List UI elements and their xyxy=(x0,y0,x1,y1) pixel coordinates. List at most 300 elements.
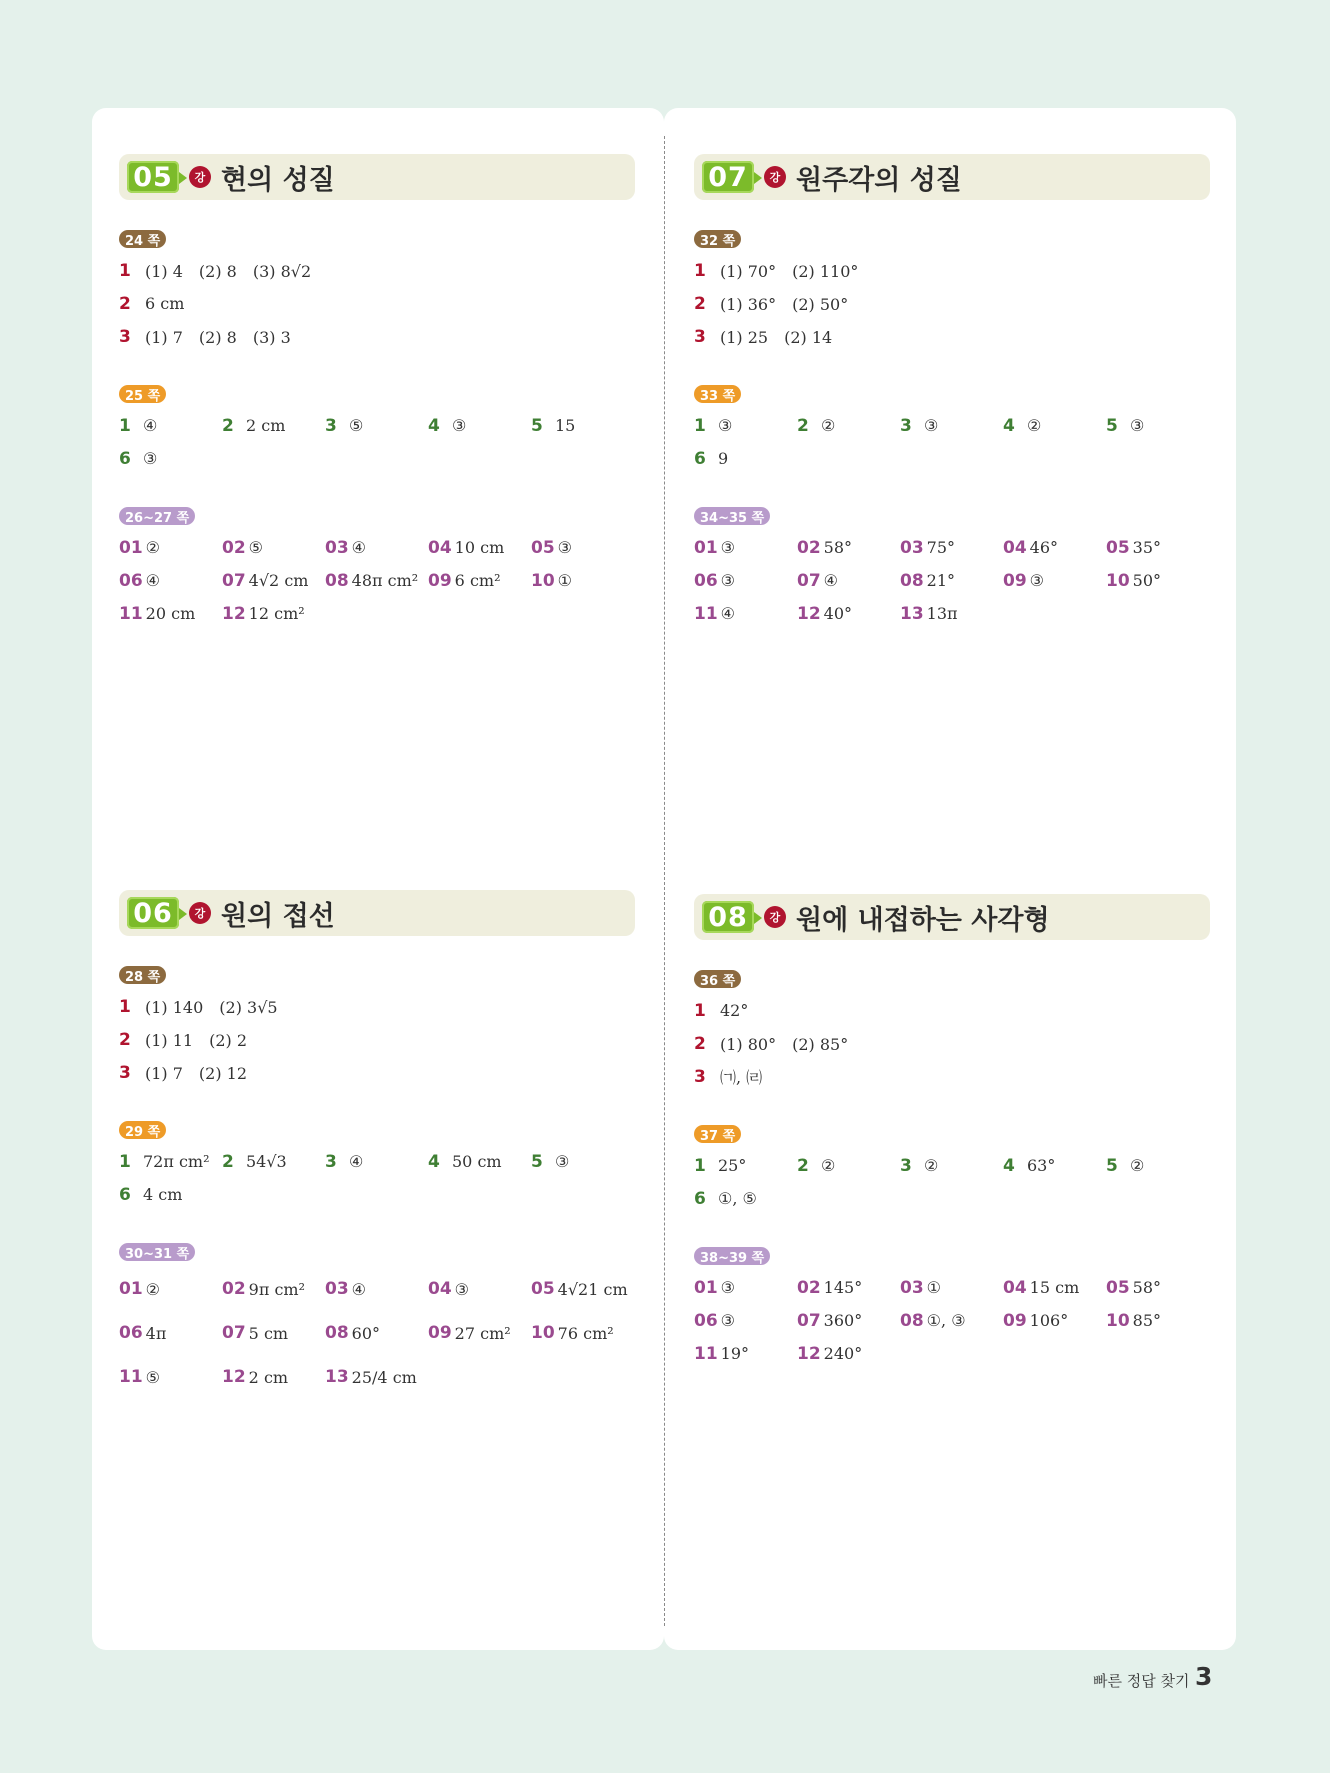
answer-cell xyxy=(1106,1149,1210,1182)
answer-cell xyxy=(1003,1149,1106,1182)
question-number: 02 xyxy=(222,1279,246,1299)
answer-line xyxy=(119,1023,635,1056)
answer-line xyxy=(119,1056,635,1089)
answer-group xyxy=(694,475,1210,630)
question-number: 04 xyxy=(428,1279,452,1299)
question-number: 10 xyxy=(1106,1310,1130,1331)
answer-cell xyxy=(797,409,900,442)
answer-cell xyxy=(119,531,222,564)
question-number: 06 xyxy=(119,1323,143,1343)
question-number: 3 xyxy=(119,326,131,347)
question-number: 6 xyxy=(119,448,131,469)
question-number: 1 xyxy=(694,1000,706,1021)
question-number: 08 xyxy=(325,1323,349,1343)
answer-value: 240° xyxy=(823,1344,863,1363)
answer-group xyxy=(694,200,1210,353)
question-number: 1 xyxy=(119,415,131,436)
question-number: 5 xyxy=(531,415,543,436)
page-tag: 25 쪽 xyxy=(119,385,166,403)
question-number: 3 xyxy=(325,1151,337,1172)
answer-value: 9 xyxy=(718,449,729,468)
answer-line xyxy=(694,994,1210,1027)
answer-cell xyxy=(119,1311,222,1355)
answer-cell xyxy=(325,531,428,564)
question-number: 2 xyxy=(222,1151,234,1172)
question-number: 06 xyxy=(694,570,718,591)
question-number: 03 xyxy=(325,1279,349,1299)
answer-grid xyxy=(119,1267,635,1399)
answer-cell xyxy=(1106,564,1210,597)
question-number: 01 xyxy=(119,537,143,558)
question-number: 09 xyxy=(1003,1310,1027,1331)
answer-value: ③ xyxy=(143,449,158,468)
question-number: 02 xyxy=(797,537,821,558)
question-number: 10 xyxy=(531,570,555,591)
answer-grid xyxy=(694,531,1210,630)
answer-value: 360° xyxy=(823,1311,863,1330)
answer-cell xyxy=(900,564,1003,597)
answer-cell xyxy=(222,1267,325,1311)
answer-value: ⑤ xyxy=(145,1367,161,1387)
question-number: 11 xyxy=(694,1343,718,1364)
lesson-number: 05 xyxy=(127,161,179,193)
answer-cell xyxy=(428,409,531,442)
answer-value: ④ xyxy=(351,1279,367,1299)
answer-value: ③ xyxy=(924,416,939,435)
page-tag: 37 쪽 xyxy=(694,1125,741,1143)
lesson-section xyxy=(694,154,1210,630)
answer-value: 60° xyxy=(351,1323,381,1343)
answer-value: ③ xyxy=(718,416,733,435)
question-number: 4 xyxy=(1003,1155,1015,1176)
answer-cell xyxy=(900,1271,1003,1304)
question-number: 13 xyxy=(325,1367,349,1387)
answer-value: 5 cm xyxy=(248,1323,289,1343)
answer-value: (1) 11 (2) 2 xyxy=(145,1031,248,1050)
answer-value: 54√3 xyxy=(246,1152,287,1171)
answer-value: ⑤ xyxy=(349,416,364,435)
answer-line xyxy=(694,287,1210,320)
question-number: 3 xyxy=(694,1066,706,1087)
answer-value: ③ xyxy=(1130,416,1145,435)
question-number: 11 xyxy=(694,603,718,624)
answer-value: (1) 7 (2) 12 xyxy=(145,1064,248,1083)
answer-value: ⑤ xyxy=(248,538,264,557)
answer-value: ① xyxy=(926,1278,942,1297)
question-number: 03 xyxy=(900,1277,924,1298)
answer-value: (1) 36° (2) 50° xyxy=(720,295,849,314)
question-number: 05 xyxy=(1106,537,1130,558)
answer-cell xyxy=(119,597,222,630)
answer-value: 10 cm xyxy=(454,538,505,557)
question-number: 2 xyxy=(694,1033,706,1054)
answer-cell xyxy=(694,1271,797,1304)
answer-value: 15 cm xyxy=(1029,1278,1080,1297)
question-number: 09 xyxy=(1003,570,1027,591)
question-number: 5 xyxy=(531,1151,543,1172)
answer-cell xyxy=(428,1267,531,1311)
question-number: 03 xyxy=(900,537,924,558)
answer-value: ④ xyxy=(351,538,367,557)
answer-value: (1) 25 (2) 14 xyxy=(720,328,833,347)
answer-group xyxy=(119,1089,635,1211)
answer-cell xyxy=(694,1337,797,1370)
answer-value: ④ xyxy=(720,604,736,623)
question-number: 4 xyxy=(428,415,440,436)
answer-cell xyxy=(428,564,531,597)
question-number: 01 xyxy=(119,1279,143,1299)
answer-value: 6 cm² xyxy=(454,571,501,590)
lesson-number: 06 xyxy=(127,897,179,929)
answer-cell xyxy=(119,1178,222,1211)
answer-value: 13π xyxy=(926,604,958,623)
answer-value: 35° xyxy=(1132,538,1162,557)
answer-grid xyxy=(694,1271,1210,1370)
question-number: 10 xyxy=(1106,570,1130,591)
answer-value: ② xyxy=(821,1156,836,1175)
answer-cell xyxy=(797,1271,900,1304)
question-number: 01 xyxy=(694,537,718,558)
answer-cell xyxy=(900,1149,1003,1182)
answer-cell xyxy=(222,597,325,630)
answer-value: 58° xyxy=(1132,1278,1162,1297)
lesson-badge: 강 xyxy=(764,906,786,928)
question-number: 3 xyxy=(900,1155,912,1176)
answer-cell xyxy=(325,1355,428,1399)
answer-value: ④ xyxy=(143,416,158,435)
answer-value: 40° xyxy=(823,604,853,623)
answer-grid xyxy=(119,531,635,630)
question-number: 1 xyxy=(119,260,131,281)
answer-cell xyxy=(797,597,900,630)
answer-value: 48π cm² xyxy=(351,571,419,590)
answer-cell xyxy=(694,531,797,564)
lesson-section xyxy=(119,890,635,1399)
question-number: 12 xyxy=(797,603,821,624)
answer-cell xyxy=(694,1149,797,1182)
question-number: 05 xyxy=(1106,1277,1130,1298)
answer-value: 4π xyxy=(145,1323,167,1343)
answer-value: (1) 70° (2) 110° xyxy=(720,262,859,281)
answer-cell xyxy=(325,564,428,597)
answer-cell xyxy=(900,597,1003,630)
answer-value: 75° xyxy=(926,538,956,557)
question-number: 04 xyxy=(1003,537,1027,558)
answer-cell xyxy=(694,409,797,442)
answer-cell xyxy=(119,1355,222,1399)
question-number: 3 xyxy=(900,415,912,436)
answer-value: ② xyxy=(1027,416,1042,435)
answer-cell xyxy=(222,409,325,442)
answer-value: 21° xyxy=(926,571,956,590)
answer-value: (1) 7 (2) 8 (3) 3 xyxy=(145,328,291,347)
answer-value: ② xyxy=(924,1156,939,1175)
answer-cell xyxy=(119,409,222,442)
answer-cell xyxy=(428,531,531,564)
page-tag: 30~31 쪽 xyxy=(119,1243,195,1261)
page-tag: 36 쪽 xyxy=(694,970,741,988)
answer-value: ③ xyxy=(555,1152,570,1171)
answer-cell xyxy=(222,564,325,597)
answer-value: 42° xyxy=(720,1001,749,1020)
answer-value: ③ xyxy=(454,1279,470,1299)
answer-value: ② xyxy=(145,1279,161,1299)
lesson-title: 원의 접선 xyxy=(221,900,335,932)
lesson-title: 원주각의 성질 xyxy=(796,164,962,196)
question-number: 6 xyxy=(694,1188,706,1209)
question-number: 1 xyxy=(119,996,131,1017)
answer-value: 4√2 cm xyxy=(248,571,309,590)
answer-value: ③ xyxy=(720,571,736,590)
question-number: 01 xyxy=(694,1277,718,1298)
answer-value: ② xyxy=(821,416,836,435)
answer-line xyxy=(694,254,1210,287)
answer-value: ② xyxy=(145,538,161,557)
lesson-title: 현의 성질 xyxy=(221,164,335,196)
question-number: 08 xyxy=(900,570,924,591)
answer-cell xyxy=(222,531,325,564)
answer-value: 15 xyxy=(555,416,576,435)
page-tag: 38~39 쪽 xyxy=(694,1247,770,1265)
question-number: 4 xyxy=(428,1151,440,1172)
question-number: 06 xyxy=(694,1310,718,1331)
answer-cell xyxy=(1003,564,1106,597)
answer-value: ④ xyxy=(823,571,839,590)
answer-value: (1) 140 (2) 3√5 xyxy=(145,998,278,1017)
answer-cell xyxy=(900,531,1003,564)
question-number: 05 xyxy=(531,537,555,558)
answer-value: ①, ③ xyxy=(926,1311,966,1330)
question-number: 3 xyxy=(694,326,706,347)
answer-value: 2 cm xyxy=(246,416,286,435)
answer-value: 50° xyxy=(1132,571,1162,590)
question-number: 2 xyxy=(694,293,706,314)
question-number: 1 xyxy=(694,1155,706,1176)
page-tag: 33 쪽 xyxy=(694,385,741,403)
question-number: 6 xyxy=(694,448,706,469)
answer-cell xyxy=(694,564,797,597)
lesson-badge: 강 xyxy=(764,166,786,188)
answer-value: 85° xyxy=(1132,1311,1162,1330)
answer-value: 12 cm² xyxy=(248,604,305,623)
answer-cell xyxy=(694,1182,797,1215)
answer-value: 9π cm² xyxy=(248,1279,305,1299)
answer-line xyxy=(119,320,635,353)
answer-cell xyxy=(1003,531,1106,564)
page-tag: 32 쪽 xyxy=(694,230,741,248)
answer-grid xyxy=(119,409,635,475)
answer-cell xyxy=(900,409,1003,442)
answer-value: 76 cm² xyxy=(557,1323,614,1343)
answer-value: ③ xyxy=(1029,571,1045,590)
answer-cell xyxy=(1003,1304,1106,1337)
answer-value: ①, ⑤ xyxy=(718,1189,757,1208)
question-number: 2 xyxy=(119,293,131,314)
answer-value: ③ xyxy=(557,538,573,557)
question-number: 2 xyxy=(797,415,809,436)
question-number: 06 xyxy=(119,570,143,591)
question-number: 04 xyxy=(428,537,452,558)
answer-value: ④ xyxy=(349,1152,364,1171)
answer-cell xyxy=(797,564,900,597)
answer-value: 46° xyxy=(1029,538,1059,557)
answer-cell xyxy=(797,1337,900,1370)
answer-line xyxy=(119,287,635,320)
question-number: 1 xyxy=(119,1151,131,1172)
question-number: 1 xyxy=(694,260,706,281)
question-number: 02 xyxy=(797,1277,821,1298)
page-tag: 29 쪽 xyxy=(119,1121,166,1139)
answer-cell xyxy=(222,1145,325,1178)
question-number: 11 xyxy=(119,1367,143,1387)
answer-cell xyxy=(428,1311,531,1355)
answer-cell xyxy=(531,531,635,564)
question-number: 12 xyxy=(222,603,246,624)
answer-grid xyxy=(694,1149,1210,1215)
answer-cell xyxy=(900,1304,1003,1337)
lesson-header xyxy=(119,154,635,200)
answer-cell xyxy=(797,1149,900,1182)
answer-value: 50 cm xyxy=(452,1152,502,1171)
answer-cell xyxy=(325,1267,428,1311)
question-number: 1 xyxy=(694,415,706,436)
question-number: 13 xyxy=(900,603,924,624)
answer-grid xyxy=(119,1145,635,1211)
question-number: 3 xyxy=(119,1062,131,1083)
lesson-number: 07 xyxy=(702,161,754,193)
answer-group xyxy=(694,353,1210,475)
answer-group xyxy=(119,475,635,630)
footer-label: 빠른 정답 찾기 xyxy=(1093,1672,1190,1690)
answer-cell xyxy=(531,1267,635,1311)
answer-line xyxy=(119,254,635,287)
question-number: 3 xyxy=(325,415,337,436)
question-number: 5 xyxy=(1106,415,1118,436)
question-number: 4 xyxy=(1003,415,1015,436)
answer-value: 58° xyxy=(823,538,853,557)
answer-cell xyxy=(325,1145,428,1178)
answer-line xyxy=(119,990,635,1023)
page-tag: 34~35 쪽 xyxy=(694,507,770,525)
answer-cell xyxy=(531,409,635,442)
answer-value: 145° xyxy=(823,1278,863,1297)
answer-cell xyxy=(325,1311,428,1355)
question-number: 2 xyxy=(797,1155,809,1176)
lesson-badge: 강 xyxy=(189,902,211,924)
answer-cell xyxy=(531,1145,635,1178)
answer-value: ① xyxy=(557,571,573,590)
question-number: 05 xyxy=(531,1279,555,1299)
answer-value: ㈀, ㈃ xyxy=(720,1068,763,1087)
answer-value: ③ xyxy=(720,1278,736,1297)
answer-group xyxy=(119,353,635,475)
answer-cell xyxy=(119,442,222,475)
answer-value: 4√21 cm xyxy=(557,1279,628,1299)
answer-group xyxy=(694,940,1210,1093)
page-tag: 24 쪽 xyxy=(119,230,166,248)
answer-cell xyxy=(531,564,635,597)
answer-cell xyxy=(797,531,900,564)
answer-cell xyxy=(694,597,797,630)
answer-value: 106° xyxy=(1029,1311,1069,1330)
answer-value: 25/4 cm xyxy=(351,1367,417,1387)
question-number: 5 xyxy=(1106,1155,1118,1176)
answer-group xyxy=(119,1211,635,1399)
lesson-header xyxy=(694,894,1210,940)
answer-cell xyxy=(1106,531,1210,564)
answer-cell xyxy=(1003,409,1106,442)
answer-cell xyxy=(694,1304,797,1337)
lesson-title: 원에 내접하는 사각형 xyxy=(796,904,1050,936)
answer-value: (1) 4 (2) 8 (3) 8√2 xyxy=(145,262,312,281)
answer-value: ③ xyxy=(720,1311,736,1330)
answer-value: 19° xyxy=(720,1344,750,1363)
question-number: 09 xyxy=(428,570,452,591)
answer-line xyxy=(694,320,1210,353)
question-number: 2 xyxy=(119,1029,131,1050)
question-number: 10 xyxy=(531,1323,555,1343)
lesson-header xyxy=(119,890,635,936)
answer-line xyxy=(694,1060,1210,1093)
answer-cell xyxy=(119,1267,222,1311)
question-number: 04 xyxy=(1003,1277,1027,1298)
question-number: 6 xyxy=(119,1184,131,1205)
answer-cell xyxy=(222,1311,325,1355)
page-tag: 26~27 쪽 xyxy=(119,507,195,525)
lesson-badge: 강 xyxy=(189,166,211,188)
answer-cell xyxy=(797,1304,900,1337)
lesson-section xyxy=(119,154,635,630)
lesson-number: 08 xyxy=(702,901,754,933)
answer-value: 27 cm² xyxy=(454,1323,511,1343)
answer-value: (1) 80° (2) 85° xyxy=(720,1035,849,1054)
answer-value: ③ xyxy=(720,538,736,557)
lesson-section xyxy=(694,894,1210,1370)
question-number: 2 xyxy=(222,415,234,436)
question-number: 09 xyxy=(428,1323,452,1343)
answer-value: 63° xyxy=(1027,1156,1056,1175)
answer-cell xyxy=(694,442,797,475)
answer-value: 4 cm xyxy=(143,1185,183,1204)
answer-value: ② xyxy=(1130,1156,1145,1175)
question-number: 12 xyxy=(797,1343,821,1364)
answer-cell xyxy=(119,1145,222,1178)
answer-cell xyxy=(1106,1304,1210,1337)
question-number: 12 xyxy=(222,1367,246,1387)
answer-value: ④ xyxy=(145,571,161,590)
answer-group xyxy=(119,200,635,353)
question-number: 11 xyxy=(119,603,143,624)
question-number: 07 xyxy=(797,1310,821,1331)
answer-group xyxy=(694,1215,1210,1370)
answer-value: 20 cm xyxy=(145,604,196,623)
lesson-header xyxy=(694,154,1210,200)
answer-value: 72π cm² xyxy=(143,1152,210,1171)
answer-value: ③ xyxy=(452,416,467,435)
answer-line xyxy=(694,1027,1210,1060)
answer-value: 2 cm xyxy=(248,1367,289,1387)
answer-value: 25° xyxy=(718,1156,747,1175)
question-number: 07 xyxy=(797,570,821,591)
question-number: 07 xyxy=(222,570,246,591)
answer-grid xyxy=(694,409,1210,475)
question-number: 08 xyxy=(900,1310,924,1331)
question-number: 08 xyxy=(325,570,349,591)
center-divider xyxy=(664,136,665,1626)
answer-cell xyxy=(1106,1271,1210,1304)
question-number: 02 xyxy=(222,537,246,558)
page-number: 3 xyxy=(1195,1662,1213,1691)
